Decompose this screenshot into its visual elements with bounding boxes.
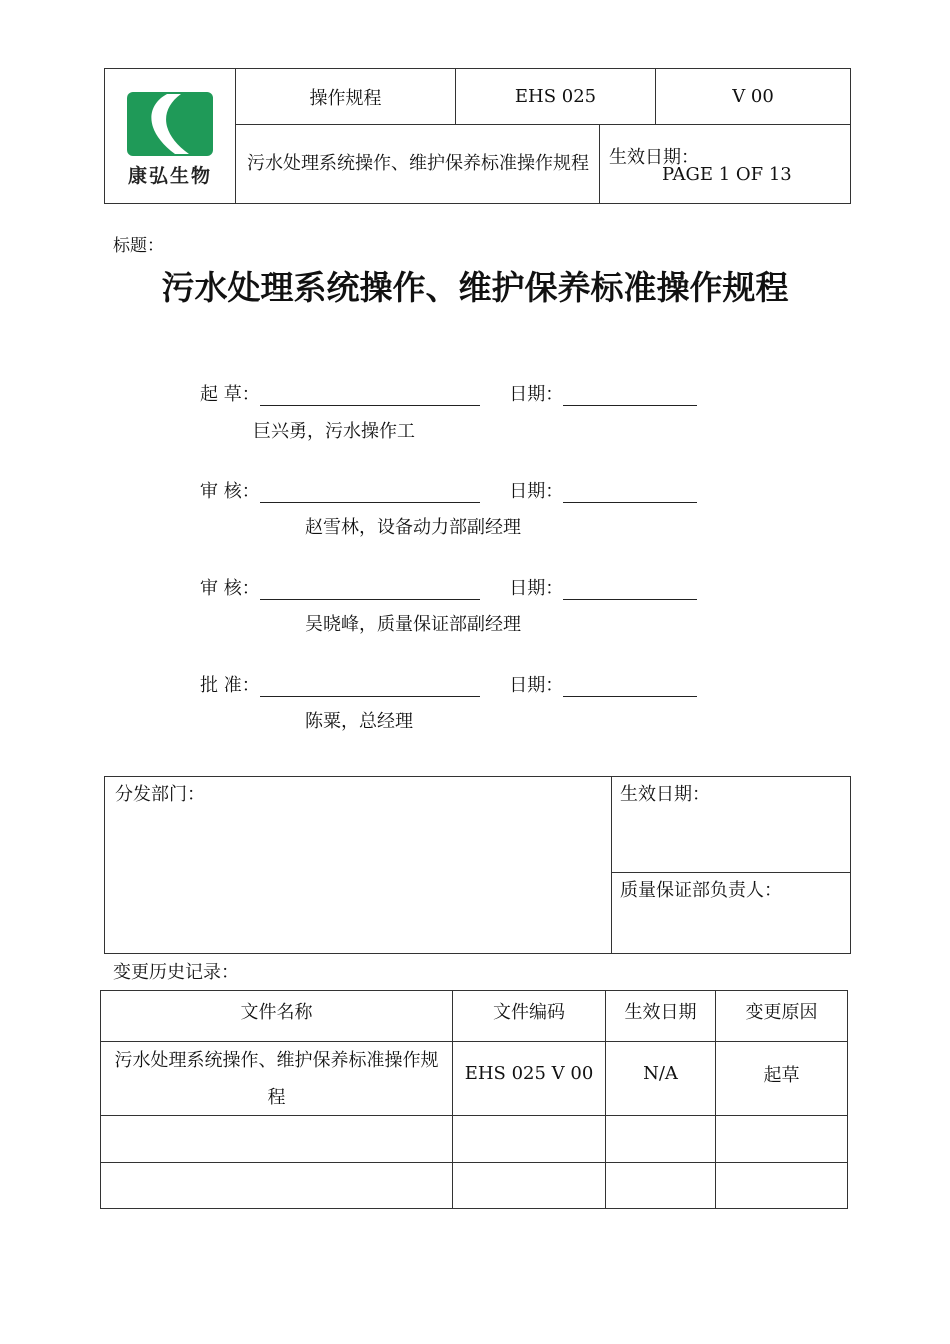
effective-date-label: 生效日期： bbox=[609, 147, 699, 168]
page-info: PAGE 1 OF 13 bbox=[662, 164, 792, 185]
table-cell[interactable] bbox=[101, 1163, 452, 1208]
table-cell[interactable] bbox=[101, 1116, 452, 1162]
date-label: 日期： bbox=[509, 578, 564, 599]
role-label: 起 草： bbox=[200, 384, 260, 405]
company-logo-text: 康弘生物 bbox=[127, 165, 212, 187]
table-cell[interactable] bbox=[716, 1163, 847, 1208]
page-title: 污水处理系统操作、维护保养标准操作规程 bbox=[161, 268, 789, 307]
change-history-label: 变更历史记录： bbox=[113, 962, 239, 983]
date-label: 日期： bbox=[509, 384, 564, 405]
signature-row-reviewer-1 bbox=[200, 477, 697, 503]
signature-line[interactable] bbox=[260, 484, 480, 503]
distribution-effective-label: 生效日期： bbox=[620, 784, 710, 805]
signatory-name: 吴晓峰，质量保证部副经理 bbox=[305, 614, 521, 635]
qa-responsible-label: 质量保证部负责人： bbox=[620, 880, 782, 901]
role-label: 审 核： bbox=[200, 481, 260, 502]
table-cell[interactable] bbox=[606, 1163, 715, 1208]
table-cell: 污水处理系统操作、维护保养标准操作规程 bbox=[114, 1049, 439, 1108]
table-cell: N/A bbox=[643, 1063, 678, 1084]
table-cell: 起草 bbox=[763, 1064, 800, 1086]
table-cell[interactable] bbox=[453, 1116, 605, 1162]
signature-line[interactable] bbox=[260, 387, 480, 406]
date-line[interactable] bbox=[563, 678, 697, 697]
column-header: 文件编码 bbox=[493, 1002, 565, 1023]
signatory-name: 陈粟，总经理 bbox=[305, 711, 413, 732]
title-label: 标题： bbox=[113, 236, 164, 256]
signatory-name: 赵雪林，设备动力部副经理 bbox=[305, 517, 521, 538]
signature-row-drafter bbox=[200, 380, 697, 406]
date-line[interactable] bbox=[563, 581, 697, 600]
distribution-box bbox=[104, 776, 851, 954]
date-line[interactable] bbox=[563, 484, 697, 503]
date-label: 日期： bbox=[509, 481, 564, 502]
signature-line[interactable] bbox=[260, 581, 480, 600]
column-header: 生效日期 bbox=[624, 1002, 697, 1023]
company-logo-icon bbox=[127, 92, 213, 156]
change-history-table bbox=[100, 990, 848, 1209]
column-header: 文件名称 bbox=[240, 1002, 313, 1023]
doc-version: V 00 bbox=[732, 86, 774, 107]
table-cell: EHS 025 V 00 bbox=[464, 1063, 594, 1084]
role-label: 批 准： bbox=[200, 675, 260, 696]
table-cell[interactable] bbox=[606, 1116, 715, 1162]
distribution-dept-label: 分发部门： bbox=[115, 784, 205, 805]
signatory-name: 巨兴勇，污水操作工 bbox=[253, 421, 415, 442]
document-header-table bbox=[104, 68, 851, 204]
signature-row-reviewer-2 bbox=[200, 574, 697, 600]
date-label: 日期： bbox=[509, 675, 564, 696]
signature-row-approver bbox=[200, 671, 697, 697]
doc-type: 操作规程 bbox=[309, 87, 382, 109]
column-header: 变更原因 bbox=[745, 1002, 818, 1023]
doc-title-cell: 污水处理系统操作、维护保养标准操作规程 bbox=[247, 153, 589, 174]
role-label: 审 核： bbox=[200, 578, 260, 599]
doc-code: EHS 025 bbox=[514, 86, 597, 107]
date-line[interactable] bbox=[563, 387, 697, 406]
table-cell[interactable] bbox=[716, 1116, 847, 1162]
table-cell[interactable] bbox=[453, 1163, 605, 1208]
signature-line[interactable] bbox=[260, 678, 480, 697]
company-logo bbox=[105, 69, 235, 203]
